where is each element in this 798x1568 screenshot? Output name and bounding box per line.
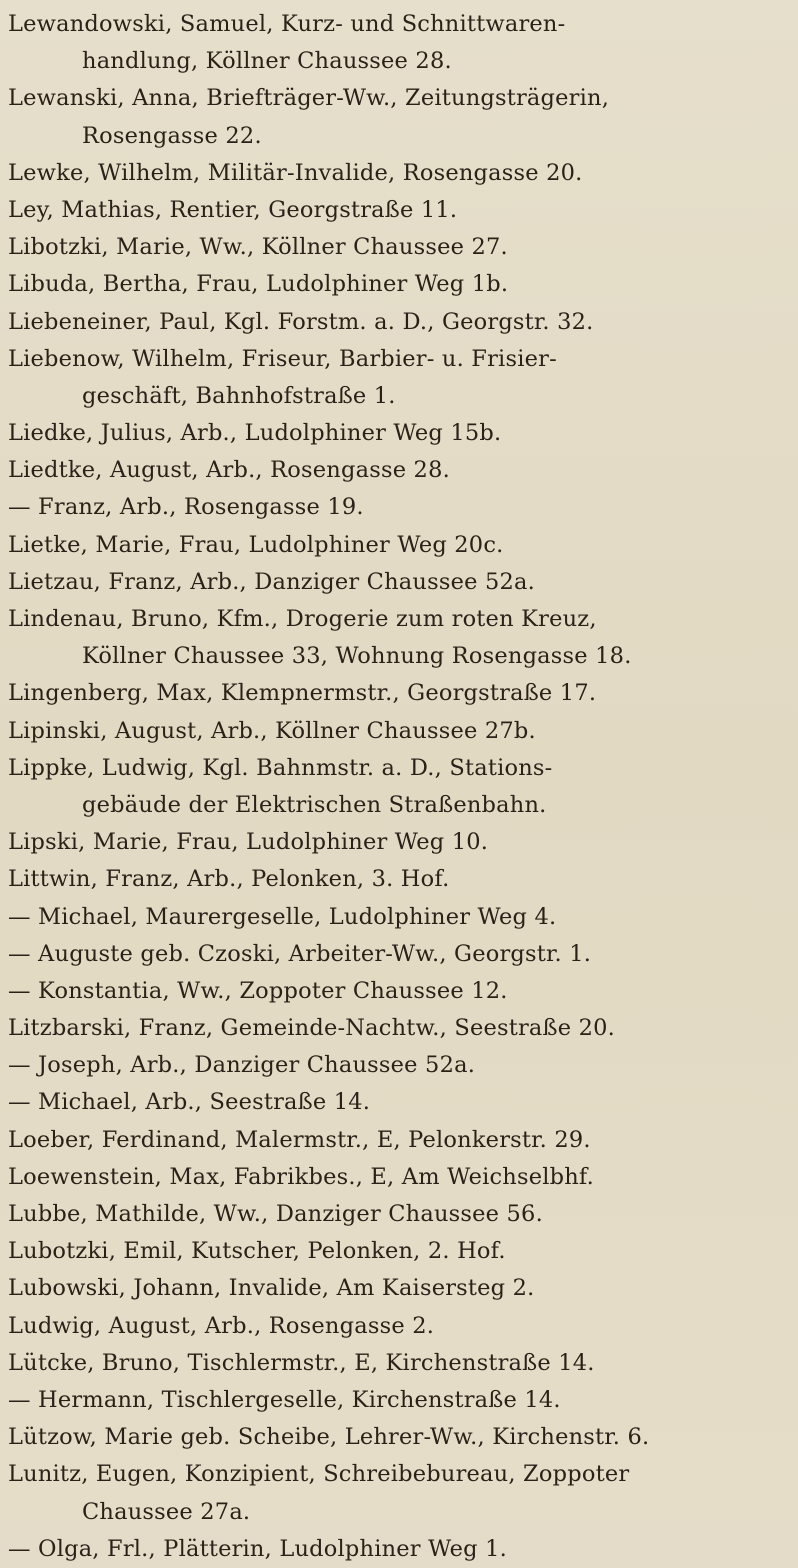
entry-line: Lewke, Wilhelm, Militär-Invalide, Rosengasse 20.: [8, 159, 583, 186]
entry-line: Liedtke, August, Arb., Rosengasse 28.: [8, 457, 450, 484]
entry-line: Lipinski, August, Arb., Köllner Chaussee 27b.: [8, 717, 536, 744]
entry-line: Lewandowski, Samuel, Kurz- und Schnittwaren-: [8, 11, 566, 37]
entry-line: Lubbe, Mathilde, Ww., Danziger Chaussee 56.: [8, 1201, 543, 1227]
entry-line: Lippke, Ludwig, Kgl. Bahnmstr. a. D., Stations-: [8, 754, 553, 781]
entry-continuation: Rosengasse 22.: [82, 122, 262, 149]
entry-line: Liebeneiner, Paul, Kgl. Forstm. a. D., Georgstr. 32.: [8, 308, 594, 335]
entry-line: Ludwig, August, Arb., Rosengasse 2.: [8, 1312, 435, 1339]
entry-sub-line: — Franz, Arb., Rosengasse 19.: [8, 494, 364, 521]
entry-line: Littwin, Franz, Arb., Pelonken, 3. Hof.: [8, 866, 450, 893]
entry-line: Lietke, Marie, Frau, Ludolphiner Weg 20c.: [8, 531, 504, 558]
entry-line: Liedke, Julius, Arb., Ludolphiner Weg 15b.: [8, 420, 502, 447]
entry-sub-line: — Auguste geb. Czoski, Arbeiter-Ww., Georgstr. 1.: [8, 940, 592, 967]
entry-line: Lütcke, Bruno, Tischlermstr., E, Kirchenstraße 14.: [8, 1349, 595, 1376]
entry-continuation: Köllner Chaussee 33, Wohnung Rosengasse 18.: [82, 643, 632, 670]
entry-sub-line: — Michael, Maurergeselle, Ludolphiner Weg 4.: [8, 903, 557, 930]
entry-line: Litzbarski, Franz, Gemeinde-Nachtw., Seestraße 20.: [8, 1015, 616, 1042]
entry-line: Lingenberg, Max, Klempnermstr., Georgstraße 17.: [8, 680, 597, 707]
entry-line: Loewenstein, Max, Fabrikbes., E, Am Weichselbhf.: [8, 1163, 595, 1190]
entry-line: Lipski, Marie, Frau, Ludolphiner Weg 10.: [8, 829, 489, 856]
entry-continuation: gebäude der Elektrischen Straßenbahn.: [82, 791, 547, 818]
entry-sub-line: — Konstantia, Ww., Zoppoter Chaussee 12.: [8, 977, 508, 1004]
entry-line: Lindenau, Bruno, Kfm., Drogerie zum roten Kreuz,: [8, 606, 597, 632]
entry-line: Lunitz, Eugen, Konzipient, Schreibebureau, Zoppoter: [8, 1461, 630, 1488]
entry-sub-line: — Hermann, Tischlergeselle, Kirchenstraße 14.: [8, 1386, 561, 1413]
entry-continuation: handlung, Köllner Chaussee 28.: [82, 48, 452, 75]
entry-continuation: Chaussee 27a.: [82, 1498, 251, 1525]
entry-line: Lubowski, Johann, Invalide, Am Kaisersteg 2.: [8, 1275, 535, 1302]
entry-line: Libotzki, Marie, Ww., Köllner Chaussee 27.: [8, 234, 508, 261]
entry-line: Lubotzki, Emil, Kutscher, Pelonken, 2. Hof.: [8, 1238, 506, 1265]
entry-line: Lewanski, Anna, Briefträger-Ww., Zeitungsträgerin,: [8, 85, 610, 112]
entry-sub-line: — Joseph, Arb., Danziger Chaussee 52a.: [8, 1052, 476, 1079]
entry-sub-line: — Michael, Arb., Seestraße 14.: [8, 1089, 371, 1116]
entry-line: Lietzau, Franz, Arb., Danziger Chaussee 52a.: [8, 568, 535, 595]
entry-line: Lützow, Marie geb. Scheibe, Lehrer-Ww., Kirchenstr. 6.: [8, 1424, 650, 1451]
entry-line: Libuda, Bertha, Frau, Ludolphiner Weg 1b.: [8, 271, 509, 298]
entry-continuation: geschäft, Bahnhofstraße 1.: [82, 382, 396, 409]
entry-sub-line: — Olga, Frl., Plätterin, Ludolphiner Weg 1.: [8, 1535, 507, 1562]
entry-line: Liebenow, Wilhelm, Friseur, Barbier- u. Frisier-: [8, 345, 557, 372]
entry-line: Ley, Mathias, Rentier, Georgstraße 11.: [8, 196, 458, 223]
entry-line: Loeber, Ferdinand, Malermstr., E, Pelonkerstr. 29.: [8, 1126, 591, 1153]
